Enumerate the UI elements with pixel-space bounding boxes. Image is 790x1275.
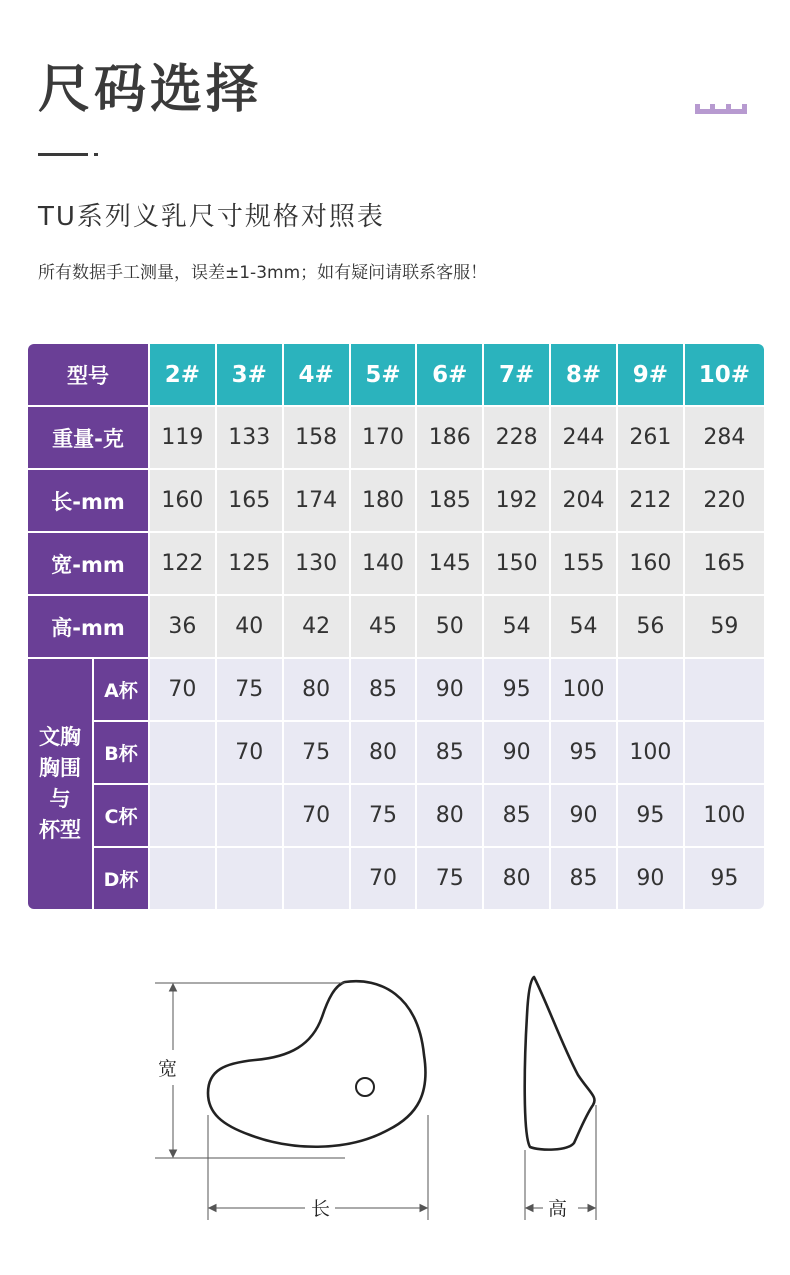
table-cell: 160 [618,533,683,594]
size-header: 3# [217,344,282,405]
table-cell: 85 [484,785,549,846]
table-cell: 70 [217,722,282,783]
table-cell: 228 [484,407,549,468]
page-title: 尺码选择 [38,60,263,120]
table-cell: 284 [685,407,764,468]
nipple-circle-icon [356,1078,374,1096]
table-cell: 212 [618,470,683,531]
size-table [26,342,766,911]
table-cell: 100 [618,722,683,783]
table-row-cup-d [28,848,764,909]
table-cell: 80 [351,722,416,783]
table-cell: 85 [551,848,616,909]
width-label: 宽 [158,1058,178,1080]
size-header: 8# [551,344,616,405]
cup-group-line: 文胸 [39,725,81,749]
table-cell: 75 [417,848,482,909]
table-cell: 192 [484,470,549,531]
table-cell: 90 [618,848,683,909]
table-cell: 90 [484,722,549,783]
table-row-cup-a [28,659,764,720]
table-row-width [28,533,764,594]
table-cell: 85 [351,659,416,720]
title-underline-dot [94,153,98,156]
table-cell: 122 [150,533,215,594]
size-header: 10# [685,344,764,405]
table-header-row [28,344,764,405]
table-cell: 36 [150,596,215,657]
length-label: 长 [311,1198,331,1220]
table-cell: 165 [685,533,764,594]
table-cell: 80 [484,848,549,909]
chart-subtitle: TU系列义乳尺寸规格对照表 [38,202,385,232]
table-row-weight [28,407,764,468]
table-row-height [28,596,764,657]
cup-label: B杯 [94,722,148,783]
decorative-ruler-icon [695,100,747,114]
table-cell: 50 [417,596,482,657]
table-cell: 70 [150,659,215,720]
cup-group-line: 与 [49,787,71,811]
table-cell: 95 [685,848,764,909]
table-row-length [28,470,764,531]
table-cell: 80 [417,785,482,846]
table-cell: 70 [284,785,349,846]
title-underline [38,153,88,156]
table-cell: 180 [351,470,416,531]
cup-group-line: 胸围 [39,756,81,780]
table-cell: 45 [351,596,416,657]
table-row-cup-b [28,722,764,783]
table-cell: 133 [217,407,282,468]
row-label: 长-mm [28,470,148,531]
table-cell: 186 [417,407,482,468]
table-cell: 54 [551,596,616,657]
table-cell: 90 [417,659,482,720]
table-cell: 140 [351,533,416,594]
table-cell: 95 [551,722,616,783]
table-cell: 85 [417,722,482,783]
table-cell [150,785,215,846]
table-cell: 80 [284,659,349,720]
table-cell [685,722,764,783]
table-cell: 75 [284,722,349,783]
cup-group-label [28,659,92,909]
table-cell: 185 [417,470,482,531]
cup-group-line: 杯型 [39,818,81,842]
table-cell: 119 [150,407,215,468]
table-cell: 90 [551,785,616,846]
size-header: 4# [284,344,349,405]
table-cell: 75 [217,659,282,720]
model-label: 型号 [28,344,148,405]
table-cell: 40 [217,596,282,657]
table-cell: 70 [351,848,416,909]
table-cell [284,848,349,909]
table-cell: 95 [618,785,683,846]
side-view-outline-icon [525,977,595,1150]
table-cell: 145 [417,533,482,594]
table-cell: 160 [150,470,215,531]
size-header: 2# [150,344,215,405]
table-cell: 244 [551,407,616,468]
cup-label: A杯 [94,659,148,720]
table-cell: 95 [484,659,549,720]
table-cell: 220 [685,470,764,531]
table-cell [217,785,282,846]
table-cell: 125 [217,533,282,594]
cup-label: D杯 [94,848,148,909]
size-header: 7# [484,344,549,405]
table-cell: 75 [351,785,416,846]
size-header: 9# [618,344,683,405]
breast-form-dimension-diagram [150,965,620,1235]
table-cell: 42 [284,596,349,657]
table-row-cup-c [28,785,764,846]
table-cell: 100 [685,785,764,846]
row-label: 重量-克 [28,407,148,468]
table-cell [685,659,764,720]
front-view-outline-icon [208,981,426,1147]
table-cell: 54 [484,596,549,657]
table-cell: 56 [618,596,683,657]
table-cell: 261 [618,407,683,468]
table-cell: 150 [484,533,549,594]
table-cell: 100 [551,659,616,720]
table-cell: 170 [351,407,416,468]
size-header: 5# [351,344,416,405]
table-cell: 158 [284,407,349,468]
cup-label: C杯 [94,785,148,846]
measurement-note: 所有数据手工测量，误差±1-3mm；如有疑问请联系客服！ [38,263,488,283]
table-cell [150,848,215,909]
table-cell: 204 [551,470,616,531]
row-label: 宽-mm [28,533,148,594]
table-cell: 174 [284,470,349,531]
table-cell [150,722,215,783]
table-cell: 59 [685,596,764,657]
height-label: 高 [548,1198,568,1220]
table-cell: 155 [551,533,616,594]
table-cell: 165 [217,470,282,531]
table-cell [217,848,282,909]
row-label: 高-mm [28,596,148,657]
table-cell [618,659,683,720]
table-cell: 130 [284,533,349,594]
size-header: 6# [417,344,482,405]
